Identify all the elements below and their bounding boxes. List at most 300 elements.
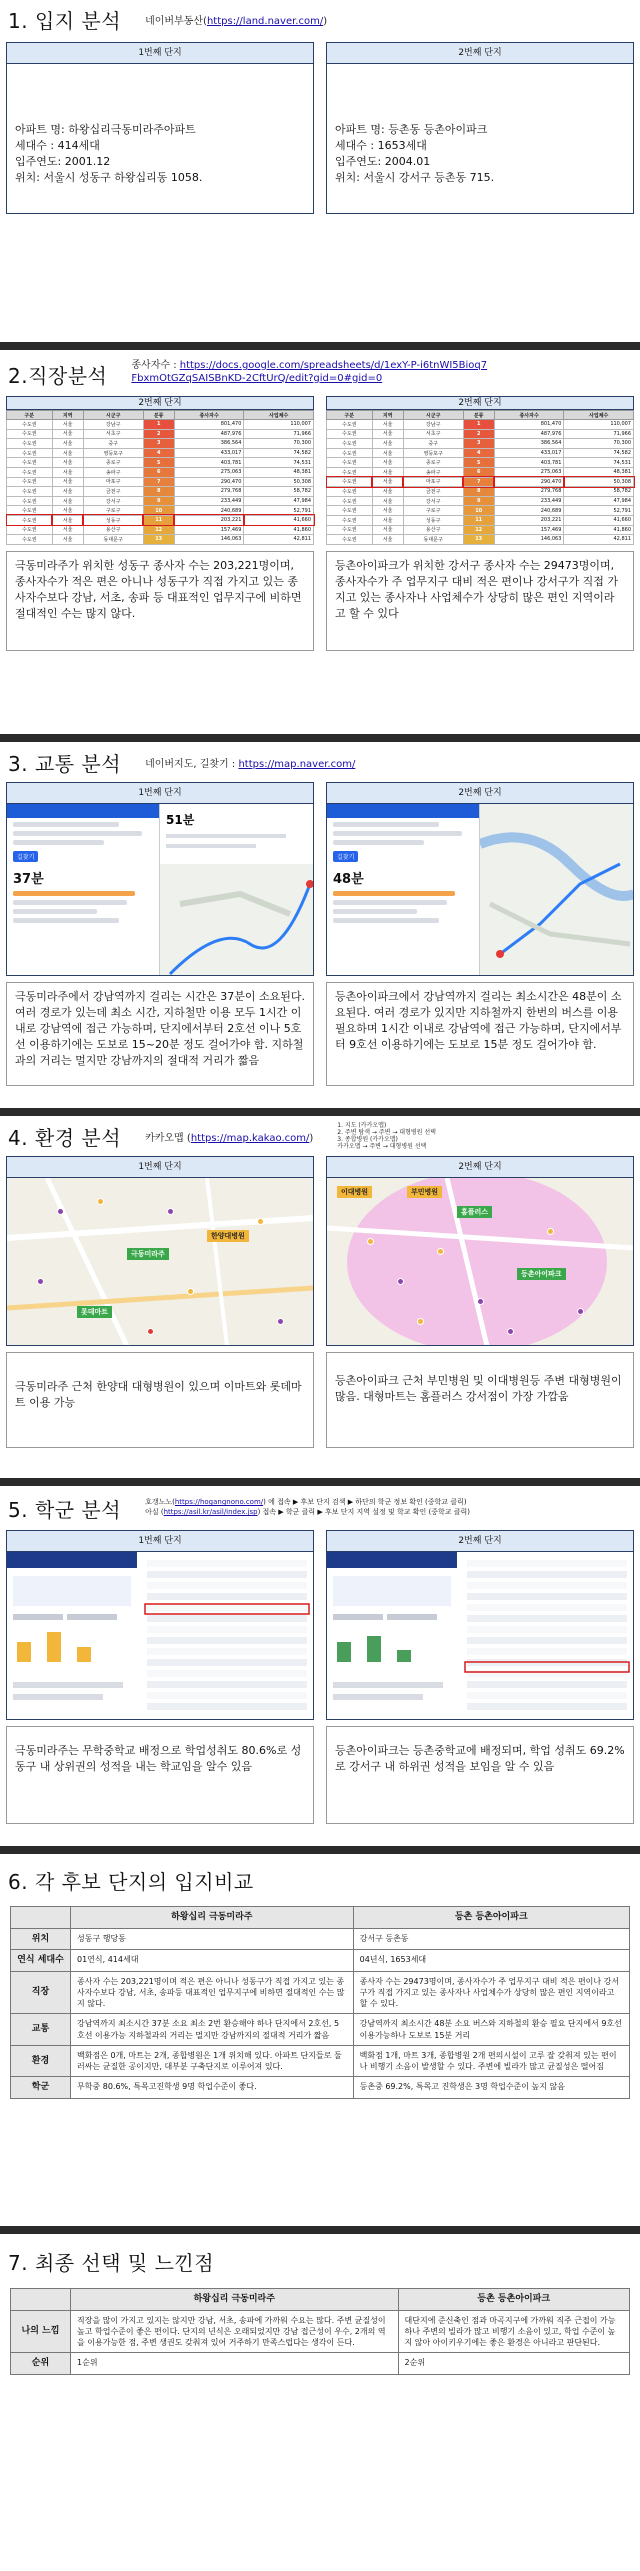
table-cell: 1 (463, 420, 494, 430)
table-cell: 70,300 (564, 439, 634, 449)
map-label-hospital: 한양대병원 (207, 1230, 249, 1242)
table-cell: 5 (143, 458, 174, 468)
table-row (7, 429, 314, 439)
table-cell: 386,564 (174, 439, 244, 449)
table-cell: 801,470 (174, 420, 244, 430)
table-cell: 74,582 (244, 448, 314, 458)
school-row (467, 1593, 627, 1600)
table-cell: 279,768 (174, 487, 244, 497)
map-legend: 1. 지도 (카카오맵) 2. 주변 탐색 → 주변 → 대형병원 선택 3. 종합병원 (카카오맵) 카카오맵 → 주변 → 대형병원 선택 (337, 1121, 436, 1151)
complex-1-summary: 극동미라주는 무학중학교 배정으로 학업성취도 80.6%로 성동구 내 상위권의 성적을 내는 학교임을 알수 있음 (6, 1726, 314, 1824)
table-cell: 433,017 (494, 448, 564, 458)
table-cell: 157,469 (494, 525, 564, 535)
source-link[interactable]: https://hogangnono.com/ (174, 1498, 264, 1507)
source-link[interactable]: https://land.naver.com/ (206, 15, 324, 27)
table-cell: 수도권 (327, 477, 373, 487)
table-cell: 233,449 (174, 496, 244, 506)
table-cell: 4 (463, 448, 494, 458)
complex-1-summary: 극동미라주 근처 한양대 대형병원이 있으며 이마트와 롯데마트 이용 가능 (6, 1352, 314, 1448)
source-note: 카카오맵 (https://map.kakao.com/) (145, 1132, 314, 1144)
table-cell: 수도권 (327, 439, 373, 449)
table-row (7, 496, 314, 506)
school-row (147, 1703, 307, 1710)
table-row (7, 439, 314, 449)
table-cell: 240,689 (174, 506, 244, 516)
comparison-table (10, 1906, 630, 2099)
table-cell: 서울 (52, 420, 83, 430)
search-button[interactable]: 길찾기 (13, 851, 38, 862)
complex-2-panel (326, 1156, 634, 1448)
table-row (7, 467, 314, 477)
table-row (7, 515, 314, 525)
school-row (467, 1582, 627, 1589)
school-row (467, 1615, 627, 1622)
table-cell: 42,811 (244, 535, 314, 545)
table-cell: 강서구 (83, 496, 143, 506)
table-cell: 9 (463, 496, 494, 506)
table-cell: 403,781 (174, 458, 244, 468)
complex-1-header: 1번째 단지 (6, 782, 314, 804)
school-row (467, 1637, 627, 1644)
school-graphic (327, 1552, 633, 1720)
table-cell: 50,308 (244, 477, 314, 487)
route-screenshot-1 (6, 804, 314, 976)
school-screenshot-1 (6, 1552, 314, 1720)
table-cell: 수도권 (327, 515, 373, 525)
table-cell: 7 (143, 477, 174, 487)
table-cell: 서울 (372, 525, 403, 535)
table-row: 연식 세대수 01연식, 414세대 04년식, 1653세대 (11, 1950, 630, 1972)
complex-2-panel (326, 1530, 634, 1824)
table-cell: 수도권 (7, 487, 53, 497)
table-cell: 10 (463, 506, 494, 516)
table-row: 학군 무학중 80.6%, 특목고진학생 9명 학업수준이 좋다. 등촌중 69.2%, 특목고 진학생은 3명 학업수준이 높지 않음 (11, 2077, 630, 2099)
table-header: 종사자수 (494, 411, 564, 420)
table-cell: 송파구 (83, 467, 143, 477)
table-cell: 13 (463, 535, 494, 545)
route-map-graphic (160, 804, 314, 976)
table-cell: 9 (143, 496, 174, 506)
table-cell: 강남구 (403, 420, 463, 430)
table-cell: 11 (143, 515, 174, 525)
school-row (147, 1681, 307, 1688)
table-cell: 금천구 (83, 487, 143, 497)
table-row (7, 506, 314, 516)
section-location (0, 0, 640, 342)
table-cell: 41,660 (244, 515, 314, 525)
table-row (7, 420, 314, 430)
source-link[interactable]: https://docs.google.com/spreadsheets/d/1exY-P-i6tnWI5Bioq7FbxmOtGZqSAISBnKD-2CftUrQ/edit?gid=0#gid=0 (131, 360, 488, 384)
table-cell: 수도권 (327, 487, 373, 497)
table-cell: 6 (463, 467, 494, 477)
table-cell: 서울 (52, 487, 83, 497)
school-row (147, 1692, 307, 1699)
table-cell: 240,689 (494, 506, 564, 516)
table-cell: 41,860 (244, 525, 314, 535)
table-cell: 2 (143, 429, 174, 439)
table-cell: 58,782 (564, 487, 634, 497)
map-graphic (7, 1178, 313, 1346)
complex-1-panel (6, 1156, 314, 1448)
table-cell: 290,470 (174, 477, 244, 487)
table-cell: 487,976 (494, 429, 564, 439)
table-row (7, 535, 314, 545)
table-cell: 수도권 (7, 467, 53, 477)
source-note: 네이버지도, 길찾기 : https://map.naver.com/ (145, 758, 356, 770)
table-cell: 42,811 (564, 535, 634, 545)
table-row (7, 477, 314, 487)
workplace-table-2 (326, 410, 634, 545)
table-cell: 수도권 (7, 525, 53, 535)
table-cell: 마포구 (403, 477, 463, 487)
table-cell: 41,860 (564, 525, 634, 535)
table-row: 위치 성동구 행당동 강서구 등촌동 (11, 1928, 630, 1950)
table-row (327, 525, 634, 535)
table-row (327, 506, 634, 516)
table-cell: 58,782 (244, 487, 314, 497)
complex-2-header: 2번째 단지 (326, 1156, 634, 1178)
section-transport (0, 742, 640, 1108)
route-screenshot-2 (326, 804, 634, 976)
table-row (7, 448, 314, 458)
table-cell: 47,984 (564, 496, 634, 506)
section-title: 6. 각 후보 단지의 입지비교 (8, 1869, 254, 1894)
table-cell: 403,781 (494, 458, 564, 468)
table-cell: 서울 (372, 467, 403, 477)
table-cell: 2 (463, 429, 494, 439)
table-cell: 서울 (52, 467, 83, 477)
table-cell: 서울 (52, 477, 83, 487)
table-cell: 47,984 (244, 496, 314, 506)
table-cell: 서울 (372, 506, 403, 516)
table-row (327, 448, 634, 458)
school-row (147, 1615, 307, 1622)
table-header: 종사자수 (174, 411, 244, 420)
table-cell: 서울 (372, 535, 403, 545)
travel-time-2: 51분 (166, 813, 195, 827)
table-cell: 서울 (372, 487, 403, 497)
section-title: 3. 교통 분석 (8, 751, 122, 776)
table-row (327, 487, 634, 497)
divider (0, 2226, 640, 2234)
school-row (467, 1703, 627, 1710)
divider (0, 1478, 640, 1486)
complex-1-header: 2번째 단지 (6, 396, 314, 410)
complex-1-summary: 극동미라주가 위치한 성동구 종사자 수는 203,221명이며, 종사자수가 적은 편은 아니나 성동구가 직접 가지고 있는 종사자수보다 강남, 서초, 송파 등 대표적인 업무지구에 비하면 절대적인 수는 많지 않다. (6, 551, 314, 651)
search-button[interactable]: 길찾기 (333, 851, 358, 862)
final-table (10, 2288, 630, 2375)
complex-1-panel (6, 42, 314, 214)
source-note: 종사자수 : https://docs.google.com/spreadsheets/d/1exY-P-i6tnWI5Bioq7FbxmOtGZqSAISBnKD-2CftUrQ/edit?gid=0#gid=0 (131, 360, 488, 384)
table-cell: 서울 (372, 458, 403, 468)
route-map-graphic (480, 804, 634, 976)
school-row (147, 1637, 307, 1644)
map-label-mart: 홈플러스 (457, 1206, 492, 1218)
table-cell: 서초구 (403, 429, 463, 439)
table-cell: 서울 (52, 515, 83, 525)
section-title: 4. 환경 분석 (8, 1125, 122, 1150)
table-row (327, 477, 634, 487)
table-cell: 11 (463, 515, 494, 525)
table-row (327, 535, 634, 545)
route-map (480, 804, 633, 975)
table-cell: 송파구 (403, 467, 463, 477)
school-row (147, 1659, 307, 1666)
table-cell: 서울 (52, 525, 83, 535)
table-cell: 70,300 (244, 439, 314, 449)
table-header: 지역 (372, 411, 403, 420)
table-cell: 52,791 (564, 506, 634, 516)
complex-1-header: 1번째 단지 (6, 42, 314, 64)
table-cell: 수도권 (7, 429, 53, 439)
school-row (147, 1571, 307, 1578)
school-row (467, 1670, 627, 1677)
environment-map-2 (326, 1178, 634, 1346)
table-header: 사업체수 (244, 411, 314, 420)
source-link[interactable]: https://map.kakao.com/ (190, 1132, 310, 1144)
source-note: 네이버부동산(https://land.naver.com/) (145, 15, 328, 27)
table-cell: 구로구 (83, 506, 143, 516)
map-label-hospital: 부민병원 (407, 1186, 442, 1198)
table-cell: 용산구 (403, 525, 463, 535)
table-cell: 386,564 (494, 439, 564, 449)
column-header-complex-2: 등촌 등촌아이파크 (398, 2289, 629, 2311)
table-cell: 110,007 (244, 420, 314, 430)
table-cell: 서울 (372, 496, 403, 506)
travel-time: 48분 (333, 872, 364, 887)
complex-2-panel (326, 782, 634, 1086)
table-cell: 7 (463, 477, 494, 487)
table-cell: 12 (143, 525, 174, 535)
workplace-table-1 (6, 410, 314, 545)
column-header-complex-1: 하왕십리 극동미라주 (71, 2289, 399, 2311)
school-row (147, 1560, 307, 1567)
table-row (327, 429, 634, 439)
table-cell: 203,221 (174, 515, 244, 525)
school-row (147, 1626, 307, 1633)
section-workplace (0, 350, 640, 734)
table-cell: 서울 (52, 439, 83, 449)
school-row (467, 1648, 627, 1655)
complex-1-header: 1번째 단지 (6, 1530, 314, 1552)
school-row (467, 1681, 627, 1688)
table-cell: 강남구 (83, 420, 143, 430)
school-row (467, 1626, 627, 1633)
school-row (467, 1604, 627, 1611)
section-title: 2.직장분석 (8, 364, 108, 388)
table-cell: 수도권 (7, 506, 53, 516)
table-cell: 수도권 (327, 525, 373, 535)
table-cell: 동대문구 (83, 535, 143, 545)
school-row (467, 1560, 627, 1567)
table-cell: 74,582 (564, 448, 634, 458)
section-comparison (0, 1854, 640, 2226)
table-cell: 433,017 (174, 448, 244, 458)
table-cell: 4 (143, 448, 174, 458)
section-title: 5. 학군 분석 (8, 1497, 122, 1522)
table-cell: 수도권 (327, 420, 373, 430)
divider (0, 342, 640, 350)
table-cell: 110,007 (564, 420, 634, 430)
table-cell: 48,381 (564, 467, 634, 477)
section-environment (0, 1116, 640, 1478)
table-cell: 275,063 (174, 467, 244, 477)
table-cell: 3 (143, 439, 174, 449)
column-header-complex-2: 등촌 등촌아이파크 (353, 1907, 629, 1929)
table-cell: 용산구 (83, 525, 143, 535)
complex-1-info: 아파트 명: 하왕십리극동미라주아파트 세대수 : 414세대 입주연도: 2001.12 위치: 서울시 성동구 하왕십리동 1058. (6, 64, 314, 214)
school-screenshot-2 (326, 1552, 634, 1720)
table-cell: 수도권 (327, 496, 373, 506)
table-cell: 수도권 (7, 496, 53, 506)
table-cell: 수도권 (7, 420, 53, 430)
source-note: 호갱노노(https://hogangnono.com/) 에 접속 ▶ 후보 단지 검색 ▶ 하단의 학군 정보 확인 (중학교 클릭) 아실 (https://asil.kr/asil/index.jsp) 접속 ▶ 학군 클릭 ▶ 후보 단지 지역 설정 및 학교 확인 (중학교 클릭) (145, 1498, 470, 1516)
table-header: 구분 (7, 411, 53, 420)
table-cell: 마포구 (83, 477, 143, 487)
complex-2-summary: 등촌아이파크가 위치한 강서구 종사자 수는 29473명이며, 종사자수가 주 업무지구 대비 적은 편이나 강서구가 직접 가지고 있는 종사자나 사업체수가 상당히 많은 편인 지역이라고 할 수 있다 (326, 551, 634, 651)
table-row (7, 525, 314, 535)
table-cell: 275,063 (494, 467, 564, 477)
table-cell: 801,470 (494, 420, 564, 430)
source-link[interactable]: https://asil.kr/asil/index.jsp (163, 1508, 258, 1516)
table-cell: 233,449 (494, 496, 564, 506)
table-cell: 강서구 (403, 496, 463, 506)
table-cell: 290,470 (494, 477, 564, 487)
school-row (147, 1582, 307, 1589)
table-cell: 영등포구 (83, 448, 143, 458)
table-header: 지역 (52, 411, 83, 420)
table-cell: 수도권 (7, 515, 53, 525)
table-cell: 146,063 (494, 535, 564, 545)
table-cell: 서울 (372, 448, 403, 458)
source-link[interactable]: https://map.naver.com/ (238, 758, 356, 770)
table-cell: 수도권 (327, 535, 373, 545)
table-cell: 종로구 (403, 458, 463, 468)
table-cell: 수도권 (7, 535, 53, 545)
table-cell: 수도권 (327, 458, 373, 468)
complex-1-header: 1번째 단지 (6, 1156, 314, 1178)
complex-2-header: 2번째 단지 (326, 782, 634, 804)
complex-2-info: 아파트 명: 등촌동 등촌아이파크 세대수 : 1653세대 입주연도: 2004.01 위치: 서울시 강서구 등촌동 715. (326, 64, 634, 214)
table-cell: 수도권 (327, 506, 373, 516)
table-row (327, 496, 634, 506)
map-graphic (327, 1178, 633, 1346)
table-cell: 5 (463, 458, 494, 468)
section-title: 1. 입지 분석 (8, 8, 122, 33)
table-cell: 203,221 (494, 515, 564, 525)
table-cell: 서울 (372, 439, 403, 449)
school-row (467, 1692, 627, 1699)
column-header-complex-1: 하왕십리 극동미라주 (71, 1907, 354, 1929)
table-cell: 종로구 (83, 458, 143, 468)
complex-2-header: 2번째 단지 (326, 1530, 634, 1552)
school-graphic (7, 1552, 313, 1720)
school-row (147, 1604, 307, 1611)
table-cell: 수도권 (7, 439, 53, 449)
table-cell: 성동구 (83, 515, 143, 525)
table-cell: 서울 (52, 496, 83, 506)
table-cell: 146,063 (174, 535, 244, 545)
table-cell: 영등포구 (403, 448, 463, 458)
table-cell: 71,966 (244, 429, 314, 439)
table-cell: 48,381 (244, 467, 314, 477)
route-map (160, 804, 313, 975)
table-cell: 71,966 (564, 429, 634, 439)
table-row (7, 487, 314, 497)
section-school (0, 1486, 640, 1846)
table-row (327, 515, 634, 525)
table-cell: 중구 (403, 439, 463, 449)
table-header: 시군구 (83, 411, 143, 420)
table-row (327, 458, 634, 468)
divider (0, 1846, 640, 1854)
table-cell: 서울 (372, 477, 403, 487)
school-row (147, 1670, 307, 1677)
map-label-complex: 등촌아이파크 (517, 1268, 566, 1280)
divider (0, 734, 640, 742)
table-cell: 수도권 (7, 477, 53, 487)
table-cell: 수도권 (327, 467, 373, 477)
route-panel (327, 804, 480, 975)
complex-2-header: 2번째 단지 (326, 396, 634, 410)
table-cell: 8 (463, 487, 494, 497)
table-row: 교통 강남역까지 최소시간 37분 소요 최소 2번 환승해야 하나 단지에서 2호선, 5호선 이용가능 지하철과의 거리는 멀지만 강남까지의 절대적 거리가 짧음 강남역까지 최소시간 48분 소요 버스와 지하철의 환승 필요 단지에서 9호선 이용가능하나 도보로 15분 거리 (11, 2014, 630, 2045)
table-row (327, 420, 634, 430)
table-cell: 중구 (83, 439, 143, 449)
complex-1-panel (6, 1530, 314, 1824)
table-cell: 6 (143, 467, 174, 477)
table-cell: 금천구 (403, 487, 463, 497)
divider (0, 1108, 640, 1116)
map-label-hospital: 이대병원 (337, 1186, 372, 1198)
school-row (467, 1571, 627, 1578)
table-header: 사업체수 (564, 411, 634, 420)
table-cell: 74,531 (244, 458, 314, 468)
table-header: 시군구 (403, 411, 463, 420)
table-cell: 서초구 (83, 429, 143, 439)
complex-1-summary: 극동미라주에서 강남역까지 걸리는 시간은 37분이 소요된다. 여러 경로가 있는데 최소 시간, 지하철만 이용 모두 1시간 이내로 강남역에 접근 가능하며, 단지에서부터 2호선 이나 5호선 이용하기에는 도보로 15~20분 정도 걸어가야 함. 지하철과의 거리는 멀지만 강남까지의 절대적 거리가 짧음 (6, 982, 314, 1086)
table-row (7, 458, 314, 468)
complex-2-summary: 등촌아이파크에서 강남역까지 걸리는 최소시간은 48분이 소요된다. 여러 경로가 있지만 지하철까지 한번의 버스를 이용 필요하며 1시간 이내로 강남역에 접근 가능하며, 단지에서부터 9호선 이용하기에는 도보로 15분 정도 걸어가야 함. (326, 982, 634, 1086)
map-label-complex: 극동미라주 (127, 1248, 169, 1260)
table-cell: 52,791 (244, 506, 314, 516)
table-row (327, 439, 634, 449)
table-cell: 수도권 (7, 458, 53, 468)
table-row: 직장 종사자 수는 203,221명이며 적은 편은 아니나 성동구가 직접 가지고 있는 종사자수보다 강남, 서초, 송파등 대표적인 업무지구에 비하면 절대적인 수는 많지 않다. 종사자 수는 29473명이며, 종사자수가 주 업무지구 대비 적은 편이나 강서구가 직접 가지고 있는 종사자나 사업체수가 상당히 많은 편인 지역이라고 할 수 있다. (11, 1971, 630, 2014)
table-cell: 41,660 (564, 515, 634, 525)
school-row (147, 1593, 307, 1600)
table-cell: 수도권 (327, 448, 373, 458)
table-cell: 74,531 (564, 458, 634, 468)
table-header: 분류 (463, 411, 494, 420)
table-cell: 157,469 (174, 525, 244, 535)
complex-2-summary: 등촌아이파크 근처 부민병원 및 이대병원등 주변 대형병원이 많음. 대형마트는 홈플러스 강서점이 가장 가깝움 (326, 1352, 634, 1448)
table-cell: 서울 (52, 448, 83, 458)
table-cell: 10 (143, 506, 174, 516)
section-final (0, 2234, 640, 2467)
table-cell: 서울 (52, 458, 83, 468)
table-cell: 8 (143, 487, 174, 497)
table-row (327, 467, 634, 477)
table-cell: 279,768 (494, 487, 564, 497)
table-header: 분류 (143, 411, 174, 420)
table-cell: 서울 (372, 429, 403, 439)
route-panel (7, 804, 160, 975)
table-cell: 50,308 (564, 477, 634, 487)
table-cell: 1 (143, 420, 174, 430)
table-cell: 구로구 (403, 506, 463, 516)
table-cell: 3 (463, 439, 494, 449)
